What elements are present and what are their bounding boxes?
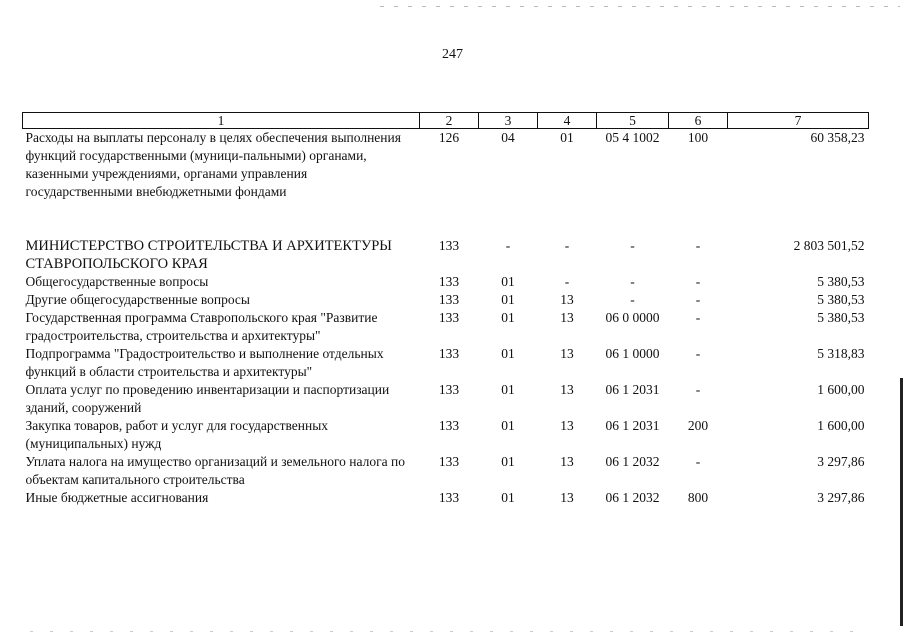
spacer-row bbox=[23, 201, 869, 237]
row-code-6: - bbox=[695, 346, 701, 361]
row-code-5: 05 4 1002 bbox=[605, 130, 660, 145]
row-name: Подпрограмма "Градостроительство и выполнение отдельных функций в области строительства и архитектуры" bbox=[25, 346, 384, 379]
spacer-cell bbox=[23, 201, 869, 237]
row-code-3: 04 bbox=[501, 130, 515, 145]
row-code-5: 06 1 2031 bbox=[605, 418, 660, 433]
row-name: Уплата налога на имущество организаций и земельного налога по объектам капитального строительства bbox=[25, 454, 405, 487]
row-code-5: - bbox=[630, 274, 635, 289]
row-name: Закупка товаров, работ и услуг для государственных (муниципальных) нужд bbox=[25, 418, 329, 451]
page-number: 247 bbox=[442, 47, 463, 62]
row-code-5: - bbox=[630, 292, 635, 307]
column-header-4: 4 bbox=[538, 113, 597, 129]
column-header-5: 5 bbox=[597, 113, 669, 129]
table-row bbox=[23, 291, 869, 309]
row-amount: 60 358,23 bbox=[810, 130, 865, 145]
row-amount: 1 600,00 bbox=[817, 418, 865, 433]
row-amount: 5 318,83 bbox=[817, 346, 865, 361]
row-code-6: - bbox=[695, 292, 701, 307]
row-name: Общегосударственные вопросы bbox=[25, 274, 209, 289]
row-name: Государственная программа Ставропольского края "Развитие градостроительства, строительства и архитектуры" bbox=[25, 310, 378, 343]
scan-artifact-top bbox=[380, 6, 900, 7]
row-amount: 5 380,53 bbox=[817, 292, 865, 307]
row-name: Расходы на выплаты персоналу в целях обеспечения выполнения функций государственными (муници-пальными) органами, казенными учреждениями, органами управления государственными внебюджетными фондами bbox=[25, 130, 401, 199]
row-code-3: 01 bbox=[501, 418, 515, 433]
row-code-6: 100 bbox=[687, 130, 709, 145]
row-name: Оплата услуг по проведению инвентаризации и паспортизации зданий, сооружений bbox=[25, 382, 390, 415]
row-code-2: 133 bbox=[438, 346, 460, 361]
row-code-6: 800 bbox=[687, 490, 709, 505]
row-code-4: 13 bbox=[560, 292, 574, 307]
row-code-5: 06 1 2031 bbox=[605, 382, 660, 397]
column-header-6: 6 bbox=[669, 113, 728, 129]
row-code-5: - bbox=[630, 238, 635, 253]
row-code-3: 01 bbox=[501, 292, 515, 307]
row-code-2: 133 bbox=[438, 238, 460, 253]
row-code-4: 01 bbox=[560, 130, 574, 145]
scan-artifact-bottom bbox=[30, 631, 870, 632]
row-amount: 3 297,86 bbox=[817, 454, 865, 469]
row-amount: 3 297,86 bbox=[817, 490, 865, 505]
row-code-5: 06 1 2032 bbox=[605, 454, 660, 469]
column-header-7: 7 bbox=[728, 113, 869, 129]
row-code-4: - bbox=[564, 238, 570, 253]
row-code-5: 06 1 0000 bbox=[605, 346, 660, 361]
row-code-3: 01 bbox=[501, 310, 515, 325]
row-code-3: 01 bbox=[501, 274, 515, 289]
row-code-4: - bbox=[564, 274, 570, 289]
row-code-6: - bbox=[695, 238, 701, 253]
row-code-5: 06 0 0000 bbox=[605, 310, 660, 325]
row-code-4: 13 bbox=[560, 310, 574, 325]
row-code-4: 13 bbox=[560, 490, 574, 505]
row-name: Иные бюджетные ассигнования bbox=[25, 490, 209, 505]
row-code-2: 133 bbox=[438, 454, 460, 469]
row-code-2: 133 bbox=[438, 490, 460, 505]
row-amount: 5 380,53 bbox=[817, 310, 865, 325]
row-code-3: - bbox=[505, 238, 511, 253]
column-header-3: 3 bbox=[479, 113, 538, 129]
row-code-4: 13 bbox=[560, 382, 574, 397]
row-code-3: 01 bbox=[501, 454, 515, 469]
table-row bbox=[23, 237, 869, 273]
row-code-2: 133 bbox=[438, 292, 460, 307]
table-row bbox=[23, 273, 869, 291]
row-name: Другие общегосударственные вопросы bbox=[25, 292, 250, 307]
header-row bbox=[23, 113, 869, 129]
row-code-3: 01 bbox=[501, 346, 515, 361]
row-amount: 1 600,00 bbox=[817, 382, 865, 397]
row-code-2: 133 bbox=[438, 382, 460, 397]
row-code-4: 13 bbox=[560, 346, 574, 361]
column-header-2: 2 bbox=[420, 113, 479, 129]
table-row bbox=[23, 381, 869, 417]
table-row bbox=[23, 417, 869, 453]
row-code-2: 133 bbox=[438, 274, 460, 289]
table-row bbox=[23, 129, 869, 202]
row-code-6: 200 bbox=[687, 418, 709, 433]
row-code-4: 13 bbox=[560, 454, 574, 469]
row-code-5: 06 1 2032 bbox=[605, 490, 660, 505]
row-amount: 2 803 501,52 bbox=[793, 238, 865, 253]
table-row bbox=[23, 345, 869, 381]
budget-table bbox=[22, 112, 869, 507]
row-code-3: 01 bbox=[501, 382, 515, 397]
row-code-2: 126 bbox=[438, 130, 460, 145]
row-code-6: - bbox=[695, 382, 701, 397]
row-code-6: - bbox=[695, 274, 701, 289]
row-code-2: 133 bbox=[438, 310, 460, 325]
row-code-4: 13 bbox=[560, 418, 574, 433]
row-code-6: - bbox=[695, 310, 701, 325]
column-header-1: 1 bbox=[23, 113, 420, 129]
table-row bbox=[23, 309, 869, 345]
row-amount: 5 380,53 bbox=[817, 274, 865, 289]
row-name: МИНИСТЕРСТВО СТРОИТЕЛЬСТВА И АРХИТЕКТУРЫ СТАВРОПОЛЬСКОГО КРАЯ bbox=[25, 238, 392, 272]
row-code-2: 133 bbox=[438, 418, 460, 433]
scan-artifact-bar bbox=[900, 378, 903, 626]
row-code-6: - bbox=[695, 454, 701, 469]
row-code-3: 01 bbox=[501, 490, 515, 505]
table-row bbox=[23, 453, 869, 489]
table-row bbox=[23, 489, 869, 507]
